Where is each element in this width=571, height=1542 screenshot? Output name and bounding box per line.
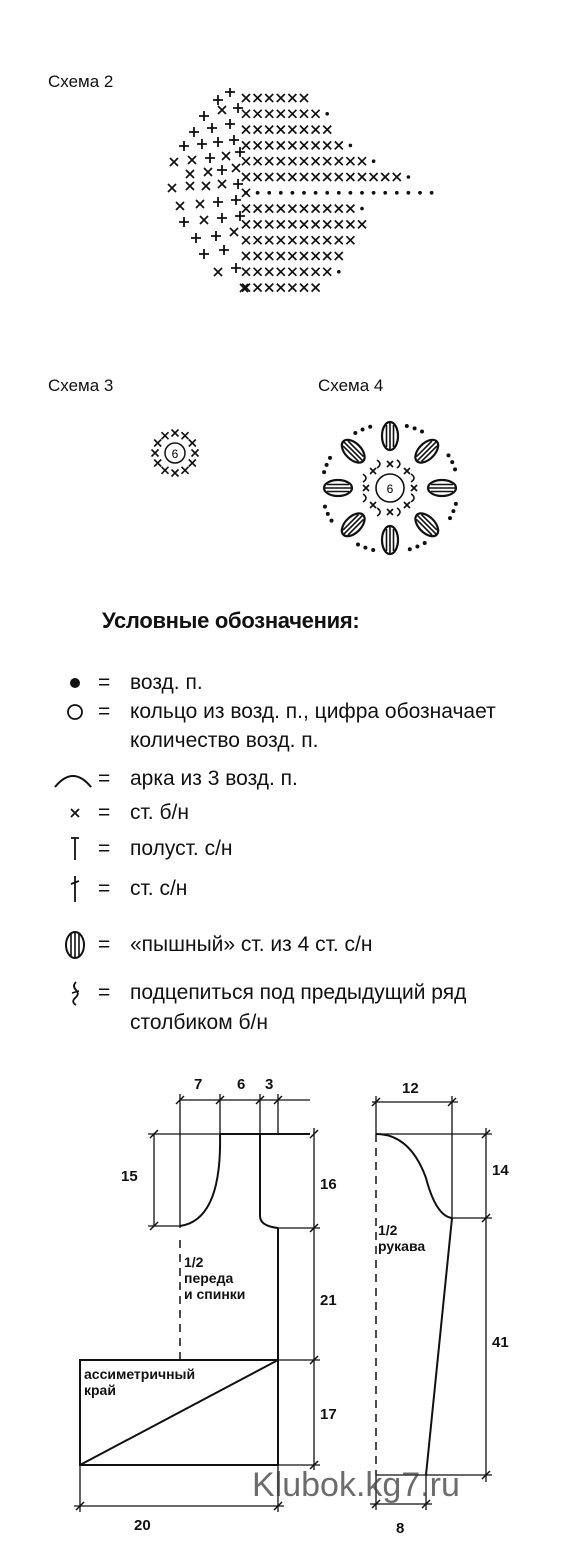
dot-icon xyxy=(291,191,295,195)
dim-right-17: 17 xyxy=(320,1406,337,1423)
cross-icon xyxy=(335,220,343,228)
dot-icon xyxy=(256,191,260,195)
cross-icon xyxy=(218,180,226,188)
cross-icon xyxy=(312,236,320,244)
cross-icon xyxy=(288,268,296,276)
dc-icon xyxy=(211,231,221,241)
cross-icon xyxy=(202,182,210,190)
dot-icon xyxy=(360,207,364,211)
cross-icon xyxy=(312,110,320,118)
hook-icon xyxy=(397,460,400,468)
dim-right-16: 16 xyxy=(320,1176,337,1193)
dim-sleeve-top-12: 12 xyxy=(402,1080,419,1097)
cross-icon xyxy=(300,252,308,260)
dot-icon xyxy=(363,546,367,550)
dot-icon xyxy=(372,159,376,163)
cross-icon xyxy=(254,220,262,228)
cross-icon xyxy=(265,173,273,181)
cross-icon xyxy=(312,157,320,165)
cross-icon xyxy=(323,205,331,213)
cross-icon xyxy=(242,220,250,228)
cross-icon xyxy=(168,184,176,192)
cross-icon xyxy=(214,268,222,276)
cross-icon xyxy=(312,173,320,181)
cross-icon xyxy=(277,284,285,292)
dc-icon xyxy=(229,135,239,145)
scheme-2-diagram xyxy=(160,88,480,318)
cross-icon xyxy=(300,268,308,276)
cross-icon xyxy=(189,460,196,467)
sleeve-part-label: 1/2 рукава xyxy=(378,1222,426,1254)
cross-icon xyxy=(192,450,199,457)
cross-icon xyxy=(277,205,285,213)
cross-icon xyxy=(288,110,296,118)
scheme-4-diagram xyxy=(312,412,472,562)
cross-icon xyxy=(242,110,250,118)
dot-icon xyxy=(407,191,411,195)
cross-icon xyxy=(381,173,389,181)
hook-icon xyxy=(58,978,92,1007)
dc-icon xyxy=(213,197,223,207)
scheme-3-diagram xyxy=(140,418,210,488)
cross-icon xyxy=(277,126,285,134)
cross-icon xyxy=(288,173,296,181)
dot-icon xyxy=(430,191,434,195)
cross-icon xyxy=(323,141,331,149)
cross-icon xyxy=(346,157,354,165)
scheme-2-label: Схема 2 xyxy=(48,72,114,91)
puff-stitch-icon xyxy=(382,526,398,554)
half-dc-icon xyxy=(58,834,92,863)
body-part-label: 1/2 переда и спинки xyxy=(184,1254,246,1302)
dot-icon xyxy=(446,453,450,457)
dc-icon xyxy=(199,249,209,259)
arch-icon xyxy=(52,764,94,793)
hook-icon xyxy=(377,508,380,516)
cross-icon xyxy=(222,152,230,160)
hook-icon xyxy=(363,494,366,502)
cross-icon xyxy=(277,94,285,102)
cross-icon xyxy=(265,157,273,165)
cross-icon xyxy=(254,205,262,213)
cross-icon xyxy=(323,157,331,165)
cross-icon xyxy=(312,141,320,149)
cross-icon xyxy=(162,467,169,474)
dot-icon xyxy=(58,668,92,697)
dc-icon xyxy=(217,165,227,175)
cross-icon xyxy=(242,205,250,213)
cross-icon xyxy=(346,173,354,181)
cross-icon xyxy=(312,126,320,134)
cross-icon xyxy=(254,236,262,244)
dot-icon xyxy=(413,426,417,430)
cross-icon xyxy=(154,460,161,467)
puff-stitch-icon xyxy=(338,509,369,540)
ring-count: 6 xyxy=(171,447,179,461)
dot-icon xyxy=(322,470,326,474)
dc-icon xyxy=(225,119,235,129)
dc-icon xyxy=(225,88,235,97)
cross-icon xyxy=(358,157,366,165)
cross-icon xyxy=(265,252,273,260)
cross-icon xyxy=(335,157,343,165)
cross-icon xyxy=(186,170,194,178)
asymmetric-edge-label: ассиметричный край xyxy=(84,1366,196,1398)
dot-icon xyxy=(395,191,399,195)
cross-icon xyxy=(288,236,296,244)
cross-icon xyxy=(312,268,320,276)
cross-icon xyxy=(254,173,262,181)
dim-sleeve-right-41: 41 xyxy=(492,1334,509,1351)
cross-icon xyxy=(387,509,393,515)
cross-icon xyxy=(346,205,354,213)
cross-icon xyxy=(288,220,296,228)
cross-icon xyxy=(404,502,410,508)
cross-icon xyxy=(323,252,331,260)
dc-icon xyxy=(231,195,241,205)
cross-icon xyxy=(277,220,285,228)
cross-icon xyxy=(182,432,189,439)
dot-icon xyxy=(328,456,332,460)
cross-icon xyxy=(277,252,285,260)
dc-icon xyxy=(231,263,241,273)
cross-icon xyxy=(288,284,296,292)
dot-icon xyxy=(325,191,329,195)
puff-stitch-icon xyxy=(58,930,92,959)
cross-icon xyxy=(182,467,189,474)
dot-icon xyxy=(302,191,306,195)
dot-icon xyxy=(337,191,341,195)
dot-icon xyxy=(371,548,375,552)
cross-icon xyxy=(200,216,208,224)
dc-icon xyxy=(235,211,245,221)
dot-icon xyxy=(407,175,411,179)
cross-icon xyxy=(254,157,262,165)
cross-icon xyxy=(312,220,320,228)
cross-icon xyxy=(300,284,308,292)
dot-icon xyxy=(368,425,372,429)
sleeve-pattern-drawing xyxy=(360,1090,500,1530)
dot-icon xyxy=(423,541,427,545)
cross-icon xyxy=(300,220,308,228)
hook-icon xyxy=(411,474,414,482)
dot-icon xyxy=(349,191,353,195)
dc-icon xyxy=(205,153,215,163)
cross-icon xyxy=(254,284,262,292)
cross-icon xyxy=(265,236,273,244)
cross-icon xyxy=(300,141,308,149)
cross-icon xyxy=(242,236,250,244)
cross-icon xyxy=(323,173,331,181)
cross-icon xyxy=(312,205,320,213)
cross-icon xyxy=(358,173,366,181)
cross-icon xyxy=(265,205,273,213)
cross-icon xyxy=(300,126,308,134)
cross-icon xyxy=(288,157,296,165)
cross-icon xyxy=(154,440,161,447)
cross-icon xyxy=(346,220,354,228)
cross-icon xyxy=(335,205,343,213)
cross-icon xyxy=(242,94,250,102)
dc-icon xyxy=(189,127,199,137)
dot-icon xyxy=(325,463,329,467)
cross-icon xyxy=(312,284,320,292)
cross-icon xyxy=(242,157,250,165)
puff-stitch-icon xyxy=(411,509,442,540)
dot-icon xyxy=(453,467,457,471)
cross-icon xyxy=(277,236,285,244)
dot-icon xyxy=(323,505,327,509)
hook-icon xyxy=(411,494,414,502)
cross-icon xyxy=(358,220,366,228)
dim-top-6: 6 xyxy=(237,1076,246,1093)
cross-icon xyxy=(323,236,331,244)
cross-icon xyxy=(176,202,184,210)
dot-icon xyxy=(408,547,412,551)
dot-icon xyxy=(448,516,452,520)
dc-icon xyxy=(233,103,243,113)
scheme-4-label: Схема 4 xyxy=(318,376,384,395)
cross-icon xyxy=(404,468,410,474)
cross-icon xyxy=(277,141,285,149)
cross-icon xyxy=(363,485,369,491)
dot-icon xyxy=(361,427,365,431)
hook-icon xyxy=(397,508,400,516)
dc-icon xyxy=(213,137,223,147)
cross-icon xyxy=(254,94,262,102)
dot-icon xyxy=(420,430,424,434)
puff-stitch-icon xyxy=(338,436,369,467)
cross-icon xyxy=(323,126,331,134)
hook-icon xyxy=(363,474,366,482)
dc-icon xyxy=(191,233,201,243)
dc-icon xyxy=(58,874,92,903)
cross-icon xyxy=(152,450,159,457)
cross-icon xyxy=(196,200,204,208)
dot-icon xyxy=(372,191,376,195)
cross-icon xyxy=(254,126,262,134)
dot-icon xyxy=(267,191,271,195)
cross-icon xyxy=(58,798,92,827)
cross-icon xyxy=(242,173,250,181)
dot-icon xyxy=(418,191,422,195)
cross-icon xyxy=(265,126,273,134)
ring-icon xyxy=(58,697,92,726)
dot-icon xyxy=(451,509,455,513)
dc-icon xyxy=(213,95,223,105)
dot-icon xyxy=(383,191,387,195)
cross-icon xyxy=(204,168,212,176)
cross-icon xyxy=(370,173,378,181)
cross-icon xyxy=(370,502,376,508)
cross-icon xyxy=(277,110,285,118)
cross-icon xyxy=(312,252,320,260)
dot-icon xyxy=(349,144,353,148)
dot-icon xyxy=(279,191,283,195)
cross-icon xyxy=(265,284,273,292)
dim-left-15: 15 xyxy=(121,1168,138,1185)
cross-icon xyxy=(172,470,179,477)
puff-stitch-icon xyxy=(324,480,352,496)
dc-icon xyxy=(219,245,229,255)
cross-icon xyxy=(170,158,178,166)
dim-top-3: 3 xyxy=(265,1076,274,1093)
dot-icon xyxy=(360,191,364,195)
cross-icon xyxy=(335,252,343,260)
cross-icon xyxy=(300,173,308,181)
cross-icon xyxy=(323,268,331,276)
dot-icon xyxy=(450,460,454,464)
cross-icon xyxy=(300,205,308,213)
cross-icon xyxy=(288,252,296,260)
cross-icon xyxy=(277,268,285,276)
dot-icon xyxy=(326,512,330,516)
dim-sleeve-right-14: 14 xyxy=(492,1162,509,1179)
cross-icon xyxy=(300,157,308,165)
cross-icon xyxy=(162,432,169,439)
cross-icon xyxy=(265,268,273,276)
dot-icon xyxy=(454,502,458,506)
dot-icon xyxy=(337,270,341,274)
dim-bottom-20: 20 xyxy=(134,1517,151,1534)
cross-icon xyxy=(172,430,179,437)
cross-icon xyxy=(265,141,273,149)
dc-icon xyxy=(179,217,189,227)
cross-icon xyxy=(265,94,273,102)
cross-icon xyxy=(186,182,194,190)
dot-icon xyxy=(356,542,360,546)
cross-icon xyxy=(242,268,250,276)
dc-icon xyxy=(179,141,189,151)
cross-icon xyxy=(230,228,238,236)
cross-icon xyxy=(370,468,376,474)
cross-icon xyxy=(242,141,250,149)
dc-icon xyxy=(217,213,227,223)
cross-icon xyxy=(346,236,354,244)
cross-icon xyxy=(335,173,343,181)
dot-icon xyxy=(325,112,329,116)
cross-icon xyxy=(254,141,262,149)
cross-icon xyxy=(288,205,296,213)
dot-icon xyxy=(353,431,357,435)
dc-icon xyxy=(197,139,207,149)
cross-icon xyxy=(254,110,262,118)
puff-stitch-icon xyxy=(382,422,398,450)
cross-icon xyxy=(300,94,308,102)
cross-icon xyxy=(218,106,226,114)
scheme-3-label: Схема 3 xyxy=(48,376,114,395)
cross-icon xyxy=(254,268,262,276)
puff-stitch-icon xyxy=(411,436,442,467)
cross-icon xyxy=(265,110,273,118)
dim-right-21: 21 xyxy=(320,1292,337,1309)
dot-icon xyxy=(405,424,409,428)
dim-top-7: 7 xyxy=(194,1076,203,1093)
cross-icon xyxy=(411,485,417,491)
cross-icon xyxy=(232,164,240,172)
cross-icon xyxy=(288,126,296,134)
cross-icon xyxy=(335,236,343,244)
hook-icon xyxy=(377,460,380,468)
legend-title: Условные обозначения: xyxy=(102,608,360,633)
cross-icon xyxy=(323,220,331,228)
dot-icon xyxy=(244,191,248,195)
cross-icon xyxy=(288,141,296,149)
dc-icon xyxy=(207,123,217,133)
cross-icon xyxy=(242,126,250,134)
dc-icon xyxy=(199,111,209,121)
cross-icon xyxy=(277,157,285,165)
cross-icon xyxy=(242,252,250,260)
dot-icon xyxy=(330,519,334,523)
cross-icon xyxy=(300,110,308,118)
cross-icon xyxy=(254,252,262,260)
cross-icon xyxy=(300,236,308,244)
cross-icon xyxy=(387,461,393,467)
dot-icon xyxy=(415,545,419,549)
cross-icon xyxy=(288,94,296,102)
cross-icon xyxy=(265,220,273,228)
cross-icon xyxy=(277,173,285,181)
dim-sleeve-bottom-8: 8 xyxy=(396,1520,405,1537)
site-watermark: Klubok.kg7.ru xyxy=(252,1466,460,1504)
cross-icon xyxy=(188,156,196,164)
cross-icon xyxy=(335,141,343,149)
dot-icon xyxy=(314,191,318,195)
cross-icon xyxy=(189,440,196,447)
cross-icon xyxy=(393,173,401,181)
ring-count: 6 xyxy=(386,482,394,496)
puff-stitch-icon xyxy=(428,480,456,496)
